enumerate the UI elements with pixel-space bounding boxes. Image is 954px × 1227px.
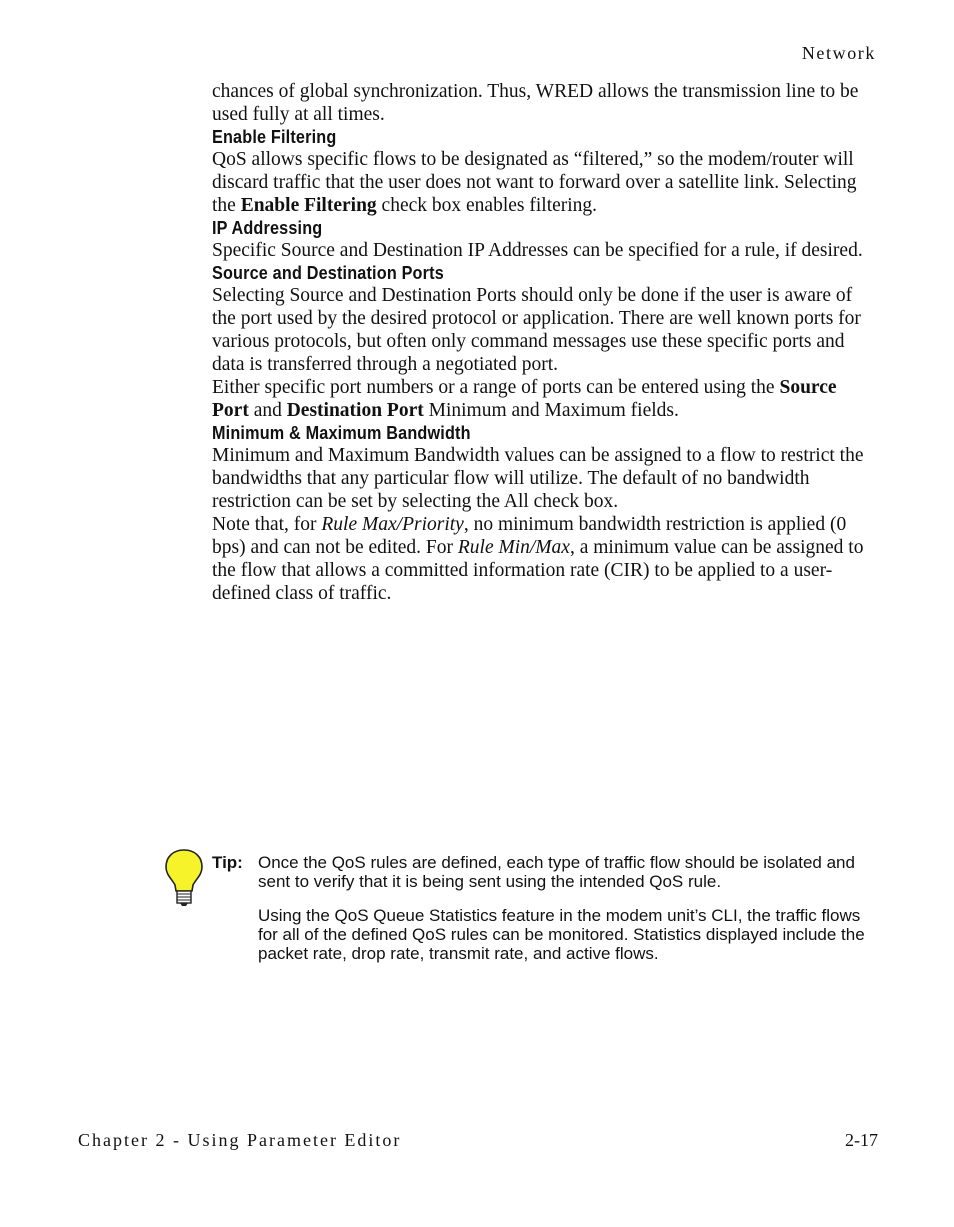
heading-enable-filtering: Enable Filtering <box>212 127 337 147</box>
tip-paragraph-2: Using the QoS Queue Statistics feature in the modem unit’s CLI, the traffic flows for all of the defined QoS rules can be monitored. Statistics displayed include the packet rate, drop rate, transmit rate, and active flows. <box>258 906 865 963</box>
heading-ports: Source and Destination Ports <box>212 263 444 283</box>
ports-paragraph-2: Either specific port numbers or a range of ports can be entered using the Source Port and Destination Port Minimum and Maximum fields. <box>212 377 837 421</box>
enable-filtering-paragraph: QoS allows specific flows to be designated as “filtered,” so the modem/router will discard traffic that the user does not want to forward over a satellite link. Selecting the Enable Filtering check box enables filtering. <box>212 149 857 216</box>
footer-page-number: 2-17 <box>845 1130 878 1150</box>
footer-chapter: Chapter 2 - Using Parameter Editor <box>78 1130 402 1150</box>
bandwidth-paragraph-2: Note that, for Rule Max/Priority, no minimum bandwidth restriction is applied (0 bps) and can not be edited. For Rule Min/Max, a minimum value can be assigned to the flow that allows a committed information rate (CIR) to be applied to a user-defined class of traffic. <box>212 514 864 604</box>
document-body <box>212 80 876 605</box>
enable-filtering-term: Enable Filtering <box>240 195 377 216</box>
ip-addressing-paragraph: Specific Source and Destination IP Addresses can be specified for a rule, if desired. <box>212 240 863 261</box>
source-port-term: Source Port <box>212 377 837 421</box>
rule-min-max-term: Rule Min/Max <box>457 537 570 558</box>
rule-max-priority-term: Rule Max/Priority <box>321 514 464 535</box>
heading-ip-addressing: IP Addressing <box>212 218 323 238</box>
tip-paragraph-1: Once the QoS rules are defined, each type of traffic flow should be isolated and sent to verify that it is being sent using the intended QoS rule. <box>258 853 855 891</box>
lightbulb-icon <box>163 848 205 908</box>
intro-paragraph: chances of global synchronization. Thus, WRED allows the transmission line to be used fully at all times. <box>212 81 859 125</box>
bandwidth-paragraph-1: Minimum and Maximum Bandwidth values can be assigned to a flow to restrict the bandwidths that any particular flow will utilize. The default of no bandwidth restriction can be set by selecting the All check box. <box>212 445 864 512</box>
tip-label: Tip: <box>212 853 243 872</box>
ports-paragraph-1: Selecting Source and Destination Ports should only be done if the user is aware of the port used by the desired protocol or application. There are well known ports for various protocols, but often only command messages use these specific ports and data is transferred through a negotiated port. <box>212 285 861 375</box>
destination-port-term: Destination Port <box>286 400 424 421</box>
running-header: Network <box>801 43 876 63</box>
heading-bandwidth: Minimum & Maximum Bandwidth <box>212 423 471 443</box>
tip-text <box>258 853 880 963</box>
